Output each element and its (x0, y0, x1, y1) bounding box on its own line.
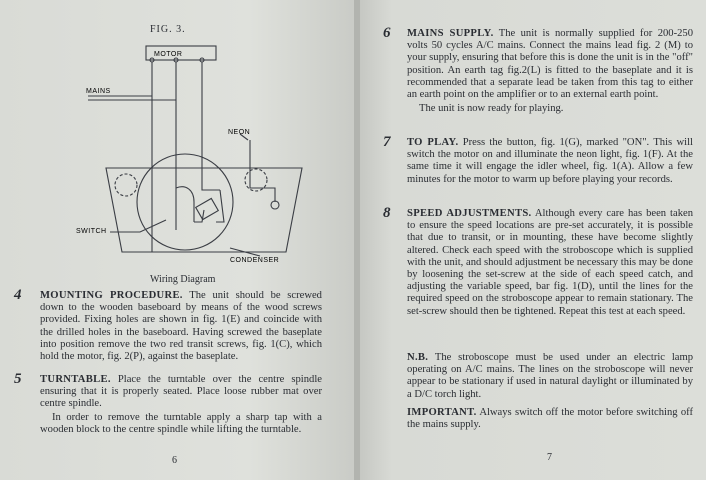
label-motor: MOTOR (154, 51, 183, 58)
section-text: Place the turntable over the centre spindle ensuring that it is properly seated. Place loose rubber mat over centre spindle. (40, 374, 322, 410)
book-gutter (354, 0, 360, 480)
figure-title: FIG. 3. (150, 24, 186, 35)
section-nb (407, 352, 693, 401)
section-text: Although every care has been taken to ensure the speed locations are pre-set accurately, it is possible that due to transit, or in mounting, these have become slightly altered. Check each speed with the stroboscope which is supplied with the unit, and should adjustment be necessary this may be done by loosening the set-screw at the side of each speed catch, and adjusting the variable speed, bar fig. 1(D), until the lines for the required speed on the stroboscope appear to remain stationary. The set-screw should then be tightened. Repeat this test at each speed. (407, 208, 693, 317)
section-heading: TO PLAY. (407, 137, 459, 148)
wiring-diagram (70, 40, 330, 270)
page-number-left: 6 (172, 455, 177, 466)
section-text: The unit is normally supplied for 200-250 volts 50 cycles A/C mains. Connect the mains lead fig. 2 (M) to your supply, ensuring that before this is done the unit is in the "off" position. An earth tag fig.2(L) is fitted to the baseplate and it is recommended that a separate lead be taken from this tag to either an earth point on the amplifier or to an external earth point. (407, 28, 693, 101)
important-text: Always switch off the motor before switching off the mains supply. (407, 407, 693, 431)
section-number-7: 7 (383, 134, 391, 150)
section-text-2: The unit is now ready for playing. (419, 103, 564, 115)
nb-text: The stroboscope must be used under an electric lamp operating on A/C mains. The lines on the stroboscope will never appear to be stationary if used in natural daylight or illuminated by a D/C torch light. (407, 352, 693, 400)
label-neon: NEON (228, 129, 251, 136)
section-heading: SPEED ADJUSTMENTS. (407, 208, 532, 219)
section-important (407, 407, 693, 431)
important-heading: IMPORTANT. (407, 407, 477, 418)
nb-heading: N.B. (407, 352, 429, 363)
section-heading: MAINS SUPPLY. (407, 28, 494, 39)
label-mains: MAINS (86, 88, 111, 95)
section-text: The unit should be screwed down to the wooden baseboard by means of the wood screws provided. Fixing holes are shown in fig. 1(E) and coincide with the drilled holes in the baseboard. Having screwed the baseplate into position remove the two red transit screws, fig. 1(C), which hold the motor, fig. 2(P), against the baseplate. (40, 290, 322, 363)
section-mounting (40, 290, 322, 363)
figure-caption: Wiring Diagram (150, 274, 216, 285)
page-number-right: 7 (547, 452, 552, 463)
section-number-8: 8 (383, 205, 391, 221)
section-text-2: In order to remove the turntable apply a sharp tap with a wooden block to the centre spindle while lifting the turntable. (40, 411, 322, 435)
section-mains-supply (407, 28, 693, 115)
right-page (357, 0, 706, 480)
section-number-6: 6 (383, 25, 391, 41)
section-to-play (407, 137, 693, 186)
section-turntable (40, 374, 322, 436)
section-speed-adjustments (407, 208, 693, 318)
section-number-4: 4 (14, 287, 22, 303)
section-heading: MOUNTING PROCEDURE. (40, 290, 183, 301)
neon-lamp (271, 201, 279, 209)
label-switch: SWITCH (76, 228, 107, 235)
section-text: Press the button, fig. 1(G), marked "ON". This will switch the motor on and illuminate the neon light, fig. 1(F). At the same time it will engage the idler wheel, fig. 1(A). Allow a few minutes for the motor to warm up before playing your records. (407, 137, 693, 185)
section-number-5: 5 (14, 371, 22, 387)
section-heading: TURNTABLE. (40, 374, 111, 385)
label-condenser: CONDENSER (230, 257, 280, 264)
